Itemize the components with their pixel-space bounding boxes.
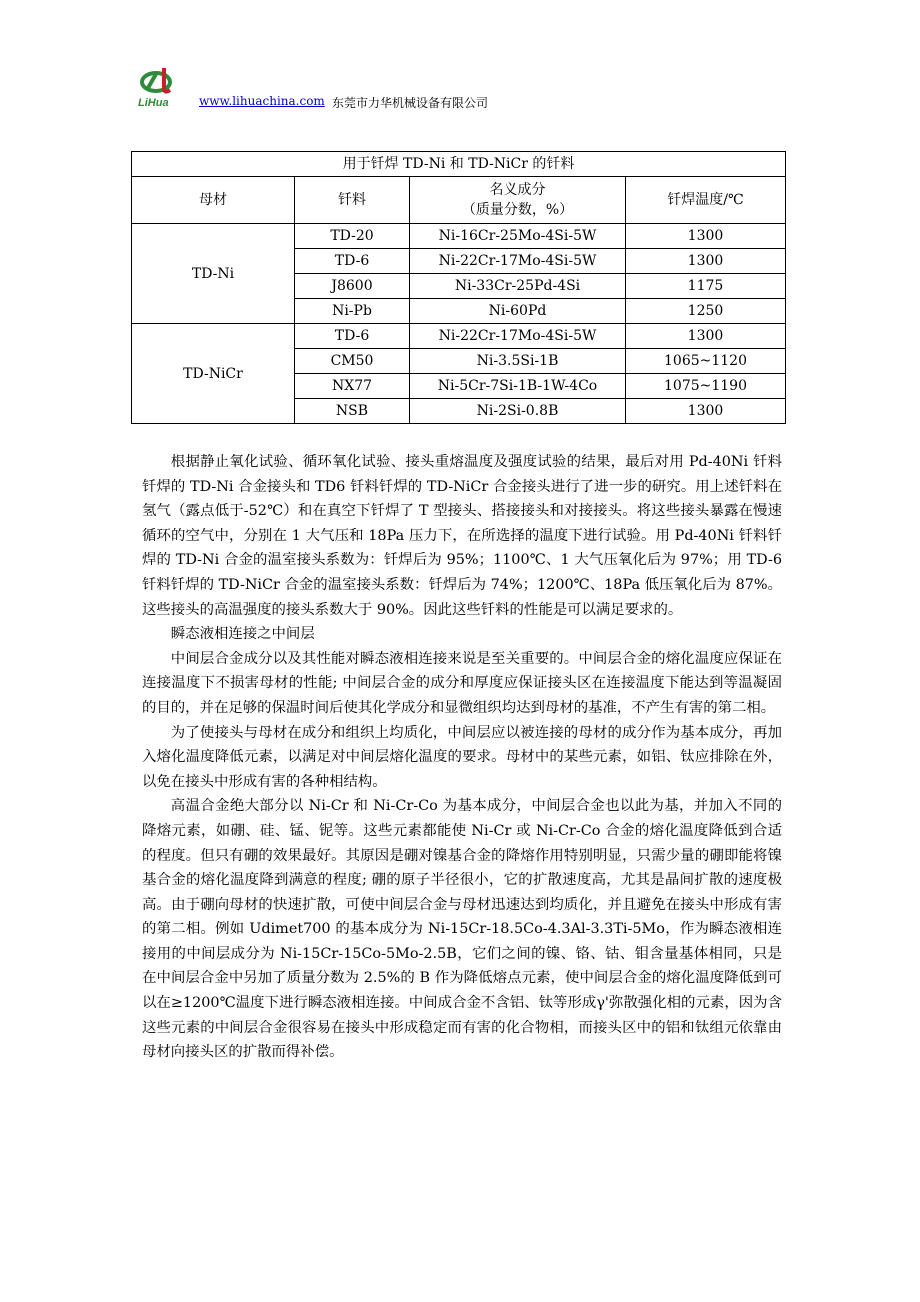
header-composition-line1: 名义成分 xyxy=(489,182,546,198)
filler-cell: J8600 xyxy=(295,274,410,299)
table-title: 用于钎焊 TD-Ni 和 TD-NiCr 的钎料 xyxy=(132,152,786,177)
composition-cell: Ni-2Si-0.8B xyxy=(410,399,626,424)
temperature-cell: 1300 xyxy=(626,324,786,349)
filler-cell: Ni-Pb xyxy=(295,299,410,324)
table-row xyxy=(132,224,786,249)
filler-cell: TD-6 xyxy=(295,324,410,349)
filler-cell: NX77 xyxy=(295,374,410,399)
temperature-cell: 1300 xyxy=(626,399,786,424)
base-metal-cell: TD-Ni xyxy=(132,224,295,324)
paragraph: 为了使接头与母材在成分和组织上均质化，中间层应以被连接的母材的成分作为基本成分，再加入熔化温度降低元素，以满足对中间层熔化温度的要求。母材中的某些元素，如铝、钛应排除在外，以免在接头中形成有害的各种相结构。 xyxy=(142,724,782,790)
composition-cell: Ni-33Cr-25Pd-4Si xyxy=(410,274,626,299)
body-text xyxy=(142,450,782,1065)
filler-cell: TD-6 xyxy=(295,249,410,274)
company-name: 东莞市力华机械设备有限公司 xyxy=(332,96,489,110)
svg-text:LiHua: LiHua xyxy=(138,97,169,108)
header-composition-line2: （质量分数，%） xyxy=(461,202,574,218)
paragraph: 高温合金绝大部分以 Ni-Cr 和 Ni-Cr-Co 为基本成分，中间层合金也以此为基，并加入不同的降熔元素，如硼、硅、锰、铌等。这些元素都能使 Ni-Cr 或 Ni-Cr-Co 合金的熔化温度降低到合适的程度。但只有硼的效果最好。其原因是硼对镍基合金的降熔作用特别明显，只需少量的硼即能将镍基合金的熔化温度降到满意的程度; 硼的原子半径很小，它的扩散速度高，尤其是晶间扩散的速度极高。由于硼向母材的快速扩散，可使中间层合金与母材迅速达到均质化，并且避免在接头中形成有害的第二相。例如 Udimet700 的基本成分为 Ni-15Cr-18.5Co-4.3Al-3.3Ti-5Mo，作为瞬态液相连接用的中间层成分为 Ni-15Cr-15Co-5Mo-2.5B，它们之间的镍、铬、钴、钼含量基体相同，只是在中间层合金中另加了质量分数为 2.5%的 B 作为降低熔点元素，使中间层合金的熔化温度降低到可以在≥1200℃温度下进行瞬态液相连接。中间成合金不含铝、钛等形成γ'弥散强化相的元素，因为含这些元素的中间层合金很容易在接头中形成稳定而有害的化合物相，而接头区中的铝和钛组元依靠由母材向接头区的扩散而得补偿。 xyxy=(142,798,782,1061)
header-temperature: 钎焊温度/℃ xyxy=(626,177,786,224)
website-link[interactable]: www.lihuachina.com xyxy=(199,94,325,108)
header-composition xyxy=(410,177,626,224)
temperature-cell: 1250 xyxy=(626,299,786,324)
composition-cell: Ni-22Cr-17Mo-4Si-5W xyxy=(410,249,626,274)
paragraph: 根据静止氧化试验、循环氧化试验、接头重熔温度及强度试验的结果，最后对用 Pd-40Ni 钎料钎焊的 TD-Ni 合金接头和 TD6 钎料钎焊的 TD-NiCr 合金接头进行了进一步的研究。用上述钎料在氢气（露点低于-52℃）和在真空下钎焊了 T 型接头、搭接接头和对接接头。将这些接头暴露在慢速循环的空气中，分别在 1 大气压和 18Pa 压力下，在所选择的温度下进行试验。用 Pd-40Ni 钎料钎焊的 TD-Ni 合金的温室接头系数为：钎焊后为 95%；1100℃、1 大气压氧化后为 97%；用 TD-6 钎料钎焊的 TD-NiCr 合金的温室接头系数：钎焊后为 74%；1200℃、18Pa 低压氧化后为 87%。这些接头的高温强度的接头系数大于 90%。因此这些钎料的性能是可以满足要求的。 xyxy=(142,454,782,618)
header-filler: 钎料 xyxy=(295,177,410,224)
paragraph: 中间层合金成分以及其性能对瞬态液相连接来说是至关重要的。中间层合金的熔化温度应保证在连接温度下不损害母材的性能; 中间层合金的成分和厚度应保证接头区在连接温度下能达到等温凝固的目的，并在足够的保温时间后使其化学成分和显微组织均达到母材的基准，不产生有害的第二相。 xyxy=(142,650,782,716)
composition-cell: Ni-60Pd xyxy=(410,299,626,324)
temperature-cell: 1075~1190 xyxy=(626,374,786,399)
composition-cell: Ni-16Cr-25Mo-4Si-5W xyxy=(410,224,626,249)
brazing-filler-table xyxy=(131,151,786,424)
temperature-cell: 1065~1120 xyxy=(626,349,786,374)
temperature-cell: 1300 xyxy=(626,224,786,249)
filler-cell: CM50 xyxy=(295,349,410,374)
base-metal-cell: TD-NiCr xyxy=(132,324,295,424)
filler-cell: TD-20 xyxy=(295,224,410,249)
composition-cell: Ni-5Cr-7Si-1B-1W-4Co xyxy=(410,374,626,399)
header-base-metal: 母材 xyxy=(132,177,295,224)
temperature-cell: 1175 xyxy=(626,274,786,299)
table-row xyxy=(132,324,786,349)
lihua-logo-icon xyxy=(136,66,186,108)
temperature-cell: 1300 xyxy=(626,249,786,274)
section-heading: 瞬态液相连接之中间层 xyxy=(170,626,315,643)
filler-cell: NSB xyxy=(295,399,410,424)
page-header xyxy=(136,66,816,110)
composition-cell: Ni-22Cr-17Mo-4Si-5W xyxy=(410,324,626,349)
composition-cell: Ni-3.5Si-1B xyxy=(410,349,626,374)
